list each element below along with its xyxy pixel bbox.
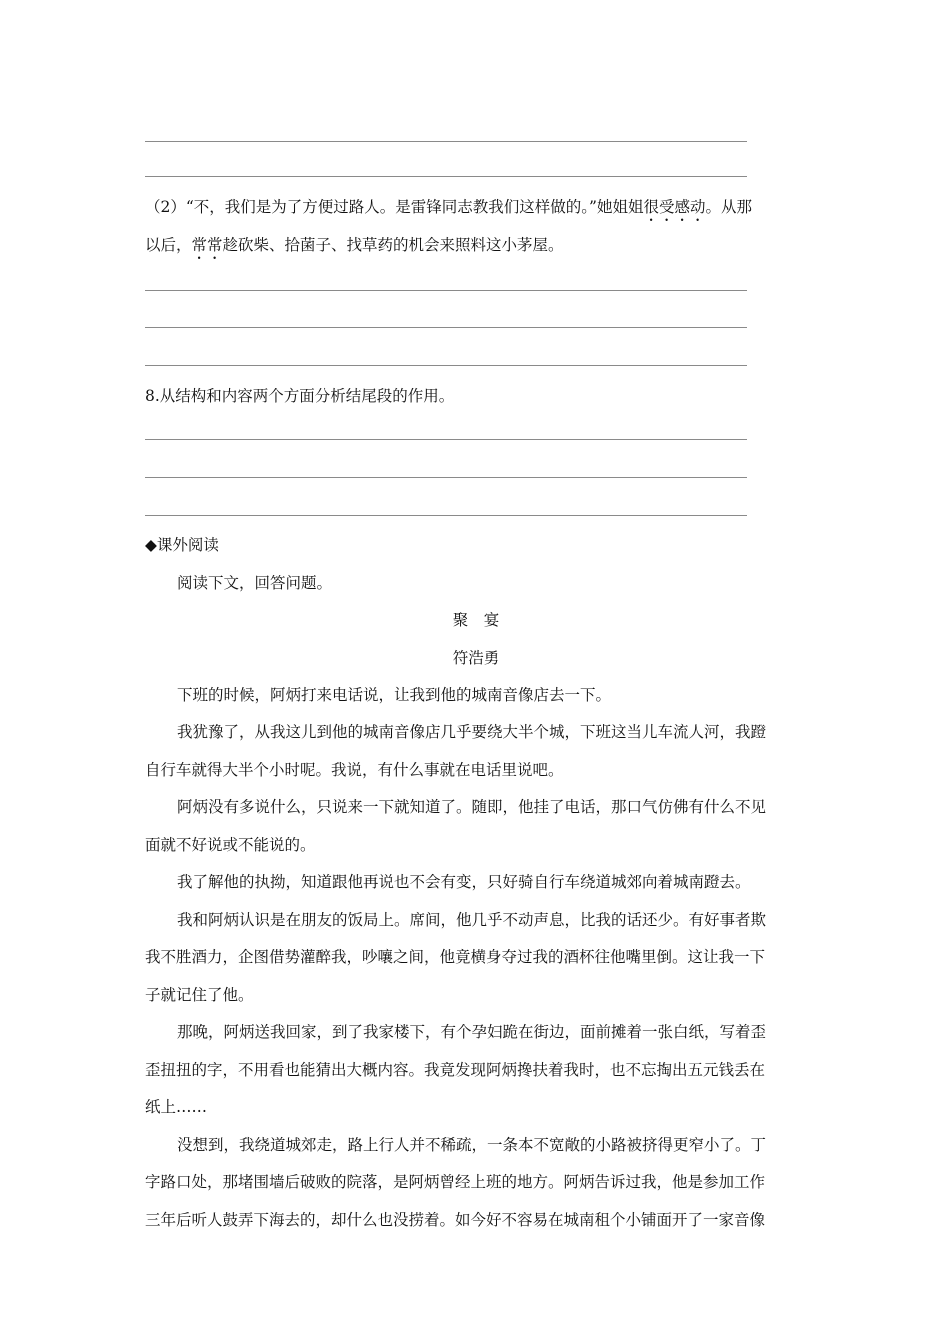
section-heading: ◆课外阅读 bbox=[145, 536, 219, 554]
emphasis-text: 常常 bbox=[191, 236, 223, 254]
answer-line[interactable] bbox=[145, 365, 747, 366]
answer-line[interactable] bbox=[145, 176, 747, 177]
emphasis-text: 很受感动 bbox=[643, 198, 706, 216]
paragraph-line: 三年后听人鼓弄下海去的，却什么也没捞着。如今好不容易在城南租个小铺面开了一家音像 bbox=[145, 1211, 766, 1229]
question-7-2-line-1: （2）“不，我们是为了方便过路人。是雷锋同志教我们这样做的。”她姐姐很受感动。从那 bbox=[145, 198, 752, 216]
paragraph-line: 我不胜酒力，企图借势灌醉我，吵嚷之间，他竟横身夺过我的酒杯往他嘴里倒。这让我一下 bbox=[145, 948, 766, 966]
answer-line[interactable] bbox=[145, 515, 747, 516]
paragraph-line: 下班的时候，阿炳打来电话说，让我到他的城南音像店去一下。 bbox=[177, 686, 612, 704]
paragraph-line: 子就记住了他。 bbox=[145, 986, 254, 1004]
answer-line[interactable] bbox=[145, 477, 747, 478]
article-title: 聚 宴 bbox=[452, 611, 500, 629]
paragraph-line: 没想到，我绕道城郊走，路上行人并不稀疏，一条本不宽敞的小路被挤得更窄小了。丁 bbox=[177, 1136, 767, 1154]
answer-line[interactable] bbox=[145, 141, 747, 142]
instruction: 阅读下文，回答问题。 bbox=[177, 574, 333, 592]
article-author: 符浩勇 bbox=[452, 649, 500, 667]
paragraph-line: 歪扭扭的字，不用看也能猜出大概内容。我竟发现阿炳搀扶着我时，也不忘掏出五元钱丢在 bbox=[145, 1061, 766, 1079]
answer-line[interactable] bbox=[145, 327, 747, 328]
paragraph-line: 纸上…… bbox=[145, 1098, 208, 1116]
answer-line[interactable] bbox=[145, 439, 747, 440]
paragraph-line: 自行车就得大半个小时呢。我说，有什么事就在电话里说吧。 bbox=[145, 761, 564, 779]
answer-line[interactable] bbox=[145, 290, 747, 291]
paragraph-line: 我了解他的执拗，知道跟他再说也不会有变，只好骑自行车绕道城郊向着城南蹬去。 bbox=[177, 873, 751, 891]
paragraph-line: 我和阿炳认识是在朋友的饭局上。席间，他几乎不动声息，比我的话还少。有好事者欺 bbox=[177, 911, 767, 929]
paragraph-line: 那晚，阿炳送我回家，到了我家楼下，有个孕妇跪在街边，面前摊着一张白纸，写着歪 bbox=[177, 1023, 767, 1041]
question-8: 8.从结构和内容两个方面分析结尾段的作用。 bbox=[145, 387, 455, 405]
paragraph-line: 字路口处，那堵围墙后破败的院落，是阿炳曾经上班的地方。阿炳告诉过我，他是参加工作 bbox=[145, 1173, 766, 1191]
paragraph-line: 我犹豫了，从我这儿到他的城南音像店几乎要绕大半个城，下班这当儿车流人河，我蹬 bbox=[177, 723, 767, 741]
question-7-2-line-2: 以后，常常趁砍柴、拾菌子、找草药的机会来照料这小茅屋。 bbox=[145, 236, 564, 254]
paragraph-line: 面就不好说或不能说的。 bbox=[145, 836, 316, 854]
paragraph-line: 阿炳没有多说什么，只说来一下就知道了。随即，他挂了电话，那口气仿佛有什么不见 bbox=[177, 798, 767, 816]
